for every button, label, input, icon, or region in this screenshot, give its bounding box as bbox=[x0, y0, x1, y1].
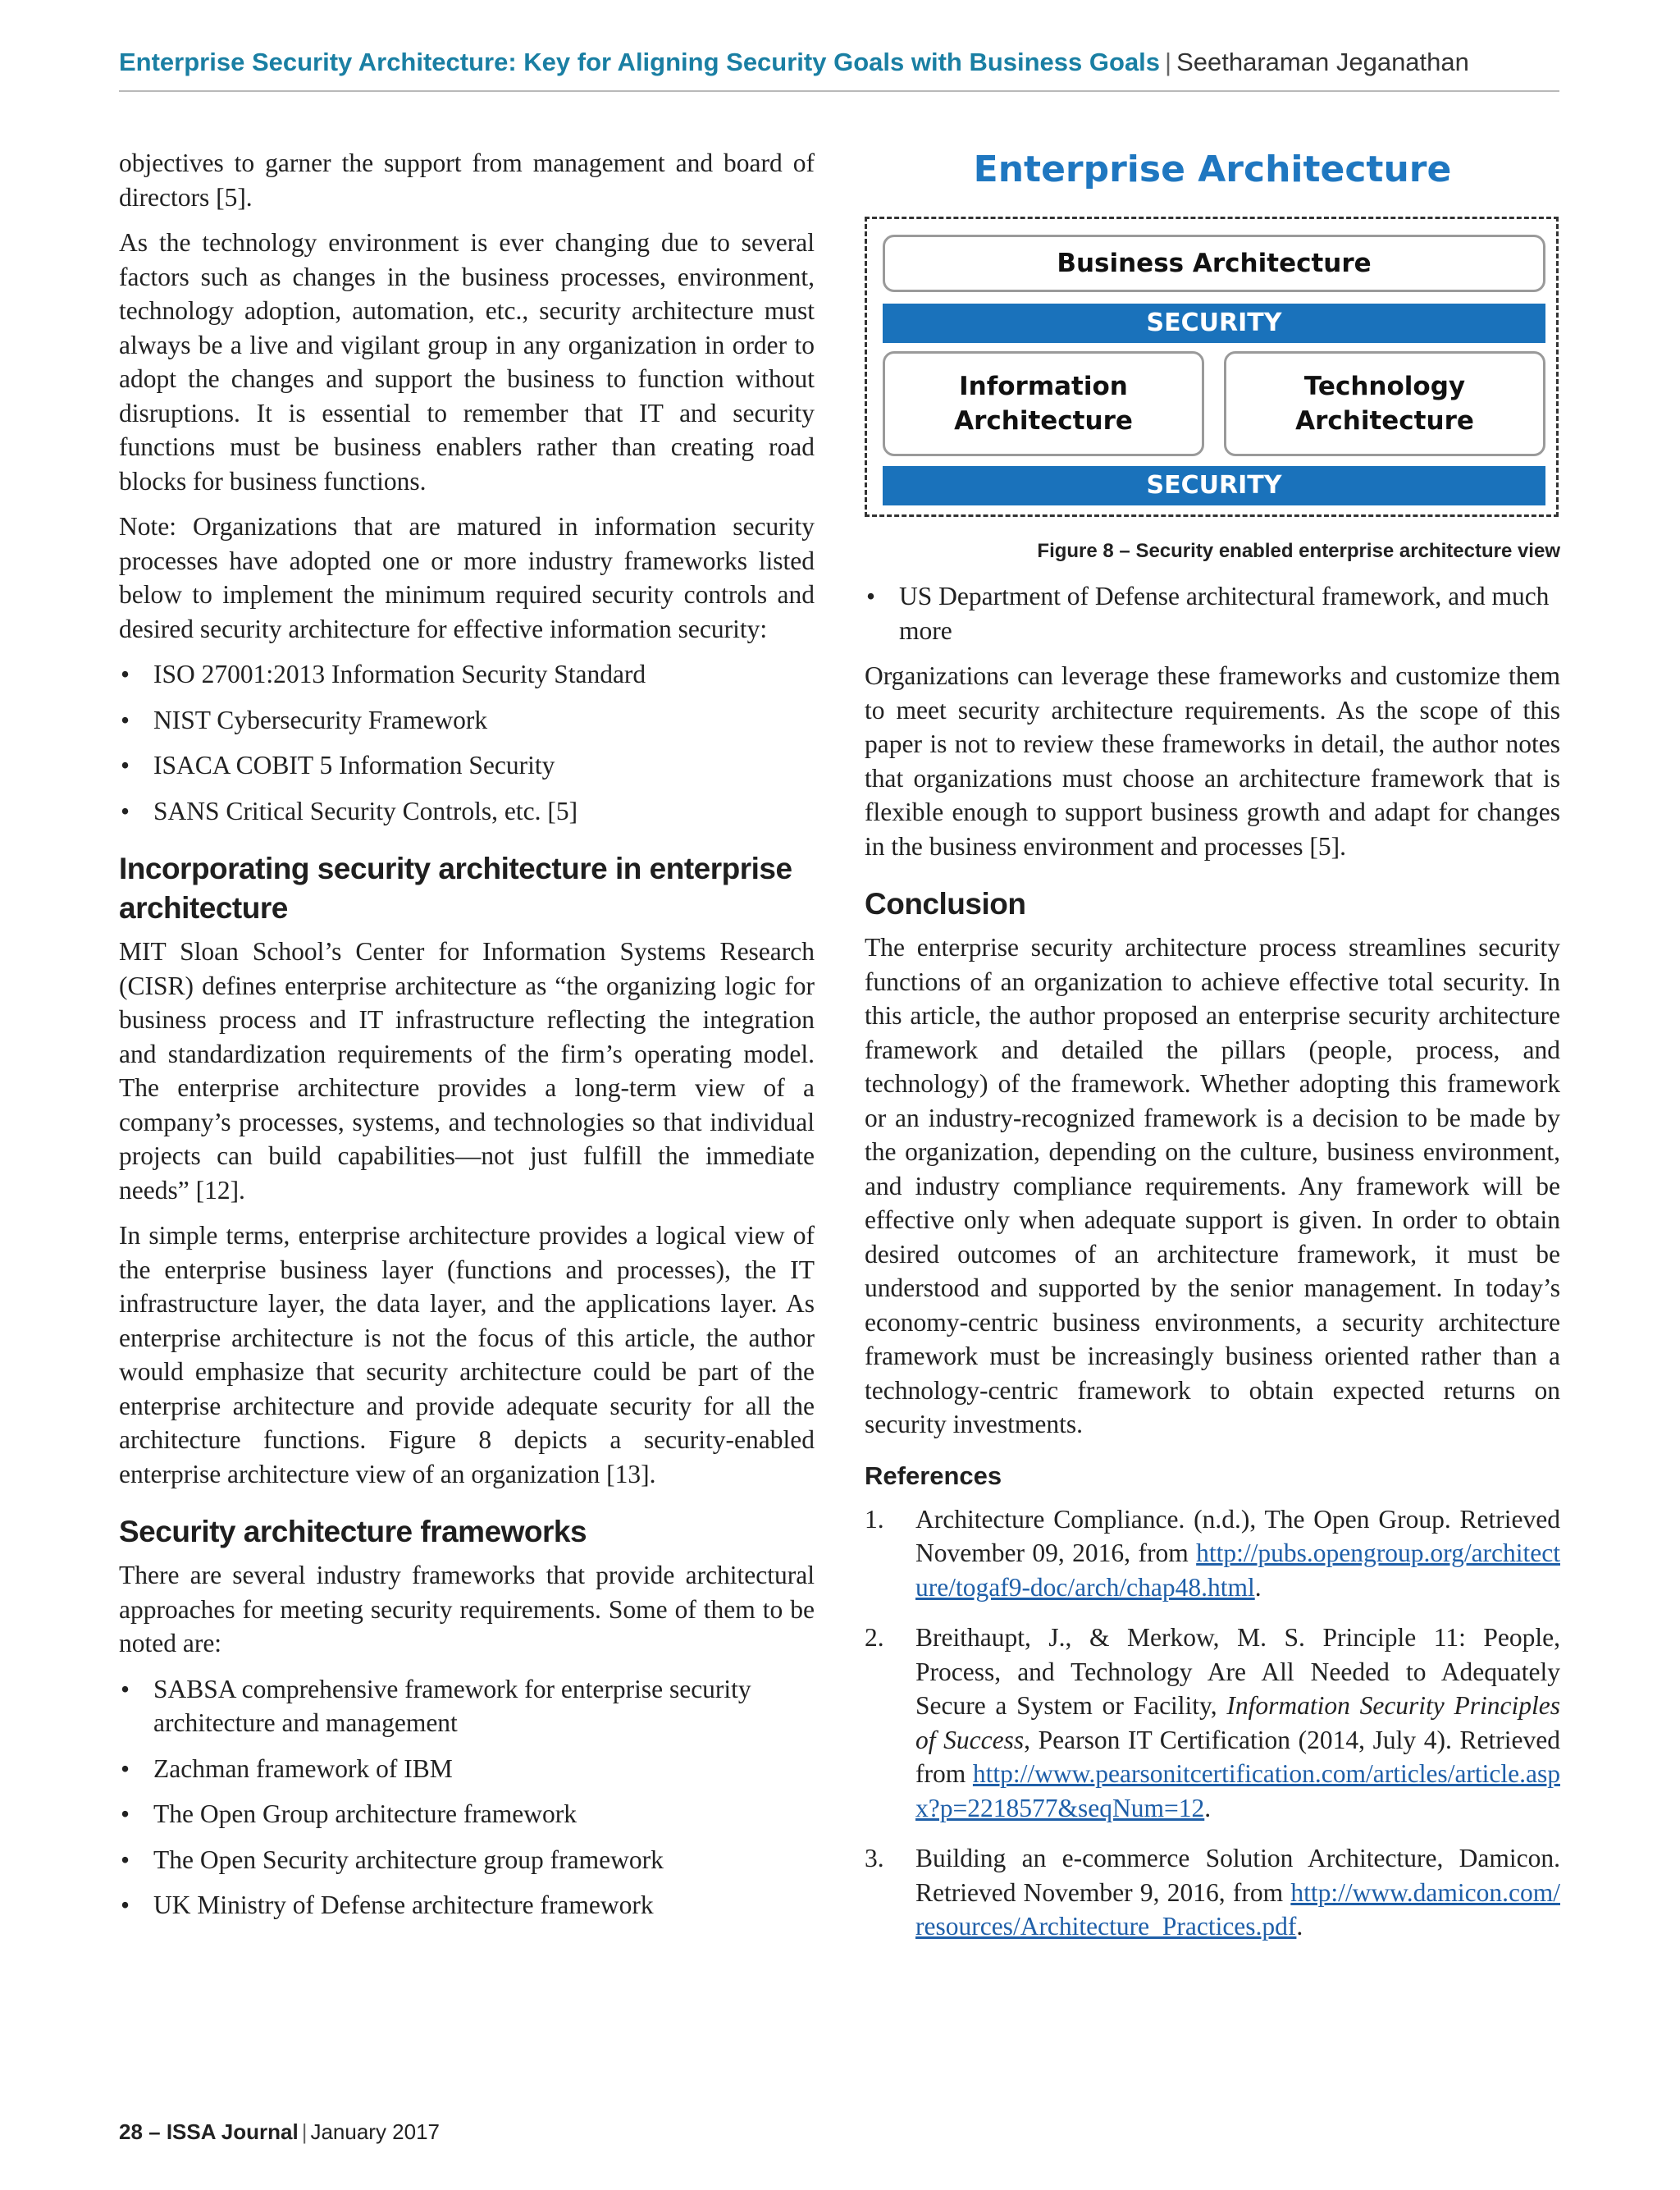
list-item: • US Department of Defense architectural framework, and much more bbox=[865, 579, 1560, 647]
reference-link[interactable]: http://pubs.opengroup.org/architecture/togaf9-doc/arch/chap48.html bbox=[915, 1538, 1560, 1602]
list-item: • ISACA COBIT 5 Information Security bbox=[119, 748, 815, 783]
technology-architecture-box: Technology Architecture bbox=[1224, 351, 1545, 456]
business-architecture-box: Business Architecture bbox=[883, 235, 1545, 292]
section-heading-incorporating: Incorporating security architecture in enterprise architecture bbox=[119, 852, 792, 925]
frameworks-list bbox=[119, 1672, 815, 1923]
reference-italic-title: Information Security Principles of Success bbox=[915, 1691, 1560, 1754]
reference-end: . bbox=[1254, 1572, 1262, 1602]
security-bar-top: SECURITY bbox=[883, 304, 1545, 343]
footer-date: January 2017 bbox=[310, 2119, 441, 2144]
paragraph: Organizations can leverage these frameworks and customize them to meet security architecture requirements. As the scope of this paper is not to review these frameworks in detail, the author notes that organizations must choose an architecture framework that is flexible enough to support business growth and adapt for changes in the business environment and processes [5]. bbox=[865, 661, 1560, 861]
list-item: • UK Ministry of Defense architecture framework bbox=[119, 1888, 815, 1923]
frameworks-list-continued bbox=[865, 579, 1560, 647]
running-header bbox=[119, 48, 1559, 92]
reference-item bbox=[865, 1841, 1560, 1944]
reference-end: . bbox=[1204, 1793, 1212, 1822]
references-heading: References bbox=[865, 1461, 1002, 1490]
reference-number: 2. bbox=[865, 1623, 884, 1652]
right-column bbox=[865, 146, 1560, 1960]
reference-number: 1. bbox=[865, 1504, 884, 1534]
paragraph: In simple terms, enterprise architecture provides a logical view of the enterprise business layer (functions and processes), the IT infrastructure layer, the data layer, and the applications layer. As enterprise architecture is not the focus of this article, the author would emphasize that security architecture could be part of the enterprise architecture and provide adequate security for all the architecture functions. Figure 8 depicts a security-enabled enterprise architecture view of an organization [13]. bbox=[119, 1221, 815, 1488]
figure-caption: Figure 8 – Security enabled enterprise architecture view bbox=[1037, 540, 1560, 562]
list-item: • NIST Cybersecurity Framework bbox=[119, 703, 815, 738]
paragraph: Note: Organizations that are matured in information security processes have adopted one or more industry frameworks listed below to implement the minimum required security controls and desired security architecture for effective information security: bbox=[119, 512, 815, 643]
section-heading-frameworks: Security architecture frameworks bbox=[119, 1515, 587, 1548]
header-separator: | bbox=[1165, 48, 1172, 76]
list-item: • The Open Group architecture framework bbox=[119, 1797, 815, 1831]
reference-link[interactable]: http://www.pearsonitcertification.com/articles/article.aspx?p=2218577&seqNum=12 bbox=[915, 1759, 1560, 1822]
paragraph: The enterprise security architecture process streamlines security functions of an organization to achieve effective total security. In this article, the author proposed an enterprise security architecture framework and detailed the pillars (people, process, and technology) of the framework. Whether adopting this framework or an industry-recognized framework is a decision to be made by the organization, depending on the culture, business environment, and industry compliance requirements. Any framework will be effective only when adequate support is given. In order to obtain desired outcomes of an architecture framework, it must be understood and supported by the senior management. In today’s economy-centric business environments, a security architecture framework must be increasingly business oriented rather than a technology-centric framework to obtain expected returns on security investments. bbox=[865, 933, 1560, 1438]
list-item: • Zachman framework of IBM bbox=[119, 1752, 815, 1786]
reference-number: 3. bbox=[865, 1844, 884, 1872]
list-item: • ISO 27001:2013 Information Security Standard bbox=[119, 657, 815, 692]
reference-item bbox=[865, 1502, 1560, 1605]
list-item: • The Open Security architecture group framework bbox=[119, 1843, 815, 1877]
footer-separator: | bbox=[301, 2119, 308, 2144]
information-architecture-box: Information Architecture bbox=[883, 351, 1204, 456]
reference-item bbox=[865, 1621, 1560, 1825]
reference-link[interactable]: http://www.damicon.com/resources/Architecture_Practices.pdf bbox=[915, 1877, 1560, 1941]
left-column bbox=[119, 146, 815, 1934]
paragraph: MIT Sloan School’s Center for Information Systems Research (CISR) defines enterprise architecture as “the organizing logic for business process and IT infrastructure reflecting the integration and standardization requirements of the firm’s operating model. The enterprise architecture provides a long-term view of a company’s processes, systems, and technologies so that individual projects can build capabilities—not just fulfill the immediate needs” [12]. bbox=[119, 937, 815, 1205]
footer-page: 28 – ISSA Journal bbox=[119, 2119, 299, 2144]
paragraph: objectives to garner the support from management and board of directors [5]. bbox=[119, 149, 815, 212]
page-footer bbox=[119, 2119, 440, 2145]
reference-end: . bbox=[1296, 1912, 1303, 1941]
reference-text: Breithaupt, J., & Merkow, M. S. Principle 11: People, Process, and Technology Are All Needed to Adequately Secure a System or Facility, bbox=[915, 1623, 1560, 1720]
security-bar-bottom: SECURITY bbox=[883, 466, 1545, 505]
reference-text: Building an e-commerce Solution Architecture, Damicon. Retrieved November 9, 2016, from bbox=[915, 1844, 1560, 1907]
figure-title: Enterprise Architecture bbox=[973, 149, 1452, 190]
list-item: • SANS Critical Security Controls, etc. [5] bbox=[119, 794, 815, 829]
reference-text-after: , Pearson IT Certification (2014, July 4). Retrieved from bbox=[915, 1725, 1560, 1788]
standards-list bbox=[119, 657, 815, 828]
list-item: • SABSA comprehensive framework for enterprise security architecture and management bbox=[119, 1672, 815, 1740]
figure-8-diagram bbox=[865, 146, 1560, 573]
section-heading-conclusion: Conclusion bbox=[865, 887, 1026, 921]
references-list bbox=[865, 1502, 1560, 1944]
header-author: Seetharaman Jeganathan bbox=[1176, 48, 1469, 76]
header-title: Enterprise Security Architecture: Key for Aligning Security Goals with Business Goals bbox=[119, 48, 1161, 76]
paragraph: There are several industry frameworks that provide architectural approaches for meeting security requirements. Some of them to be noted are: bbox=[119, 1561, 815, 1657]
reference-text: Architecture Compliance. (n.d.), The Open Group. Retrieved November 09, 2016, from bbox=[915, 1504, 1560, 1567]
paragraph: As the technology environment is ever changing due to several factors such as changes in the business processes, environment, technology adoption, automation, etc., security architecture must always be a live and vigilant group in any organization in order to adopt the changes and support the business to function without disruptions. It is essential to remember that IT and security functions must be business enablers rather than creating road blocks for business functions. bbox=[119, 228, 815, 496]
